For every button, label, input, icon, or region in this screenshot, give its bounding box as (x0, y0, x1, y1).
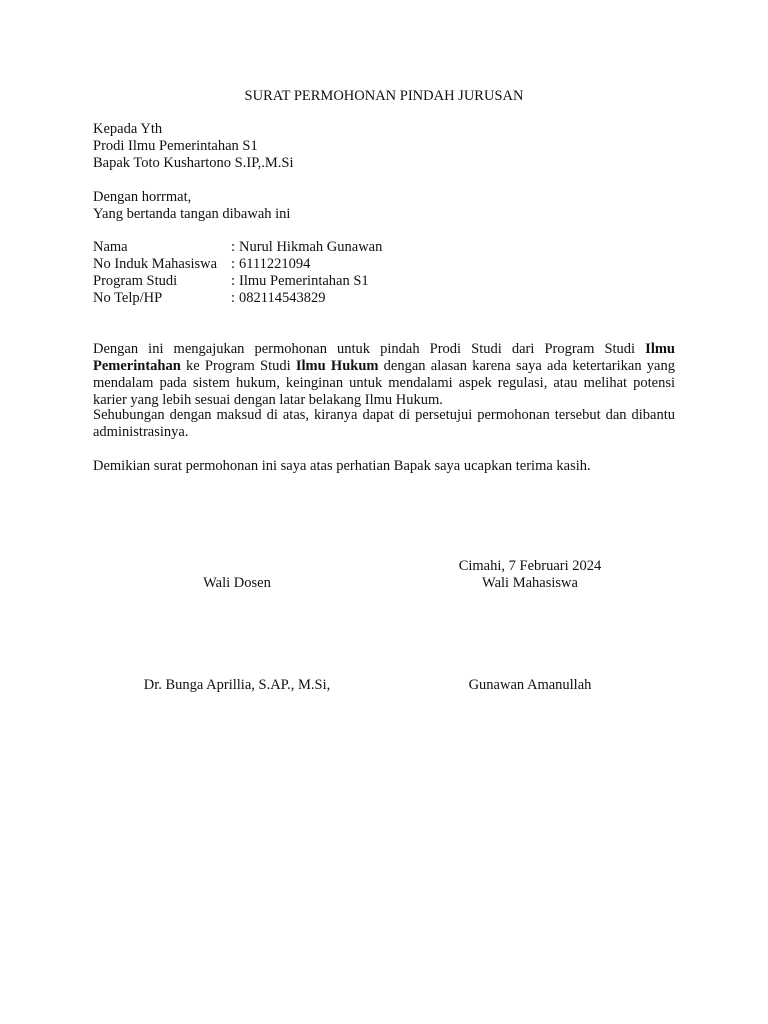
field-label: Nama (93, 239, 128, 255)
recipient-department: Prodi Ilmu Pemerintahan S1 (93, 138, 258, 154)
field-value: Ilmu Pemerintahan S1 (239, 273, 369, 289)
request-paragraph (93, 341, 675, 409)
field-row-phone (93, 290, 382, 307)
signature-left-name: Dr. Bunga Aprillia, S.AP., M.Si, (143, 677, 331, 693)
recipient-name: Bapak Toto Kushartono S.IP,.M.Si (93, 155, 294, 171)
letter-title: SURAT PERMOHONAN PINDAH JURUSAN (244, 88, 524, 104)
field-label: No Induk Mahasiswa (93, 256, 218, 272)
signer-intro-line: Yang bertanda tangan dibawah ini (93, 206, 291, 222)
signature-left-title: Wali Dosen (203, 575, 271, 591)
field-separator: : (231, 256, 236, 272)
place-date: Cimahi, 7 Februari 2024 (458, 558, 602, 574)
field-label: Program Studi (93, 273, 178, 289)
signature-right-name: Gunawan Amanullah (468, 677, 592, 693)
recipient-block (93, 121, 294, 172)
request-text-part: dengan alasan karena saya ada ketertarikan yang mendalam pada sistem hukum, keinginan untuk mendalami aspek regulasi, atau melihat potensi karier yang lebih sesuai dengan latar belakang Ilmu Hukum. (93, 358, 675, 408)
field-row-study-program (93, 273, 382, 290)
field-row-student-id (93, 256, 382, 273)
signature-right-title: Wali Mahasiswa (482, 575, 578, 591)
origin-program-bold: Ilmu Pemerintahan (93, 341, 675, 374)
field-separator: : (231, 273, 236, 289)
field-label: No Telp/HP (93, 290, 163, 306)
recipient-salutation: Kepada Yth (93, 121, 163, 137)
request-text-part: Dengan ini mengajukan permohonan untuk pindah Prodi Studi dari Program Studi (93, 341, 646, 357)
approval-paragraph: Sehubungan dengan maksud di atas, kiranya dapat di persetujui permohonan tersebut dan dibantu administrasinya. (93, 407, 675, 440)
closing-paragraph: Demikian surat permohonan ini saya atas perhatian Bapak saya ucapkan terima kasih. (93, 458, 591, 474)
greeting-block (93, 189, 290, 223)
applicant-fields (93, 239, 382, 307)
field-row-name (93, 239, 382, 256)
field-value: 082114543829 (239, 290, 326, 306)
target-program-bold: Ilmu Hukum (295, 358, 379, 374)
field-value: Nurul Hikmah Gunawan (239, 239, 383, 255)
request-text-part: ke Program Studi (180, 358, 296, 374)
field-separator: : (231, 290, 236, 306)
field-value: 6111221094 (239, 256, 311, 272)
field-separator: : (231, 239, 236, 255)
greeting-line: Dengan horrmat, (93, 189, 192, 205)
